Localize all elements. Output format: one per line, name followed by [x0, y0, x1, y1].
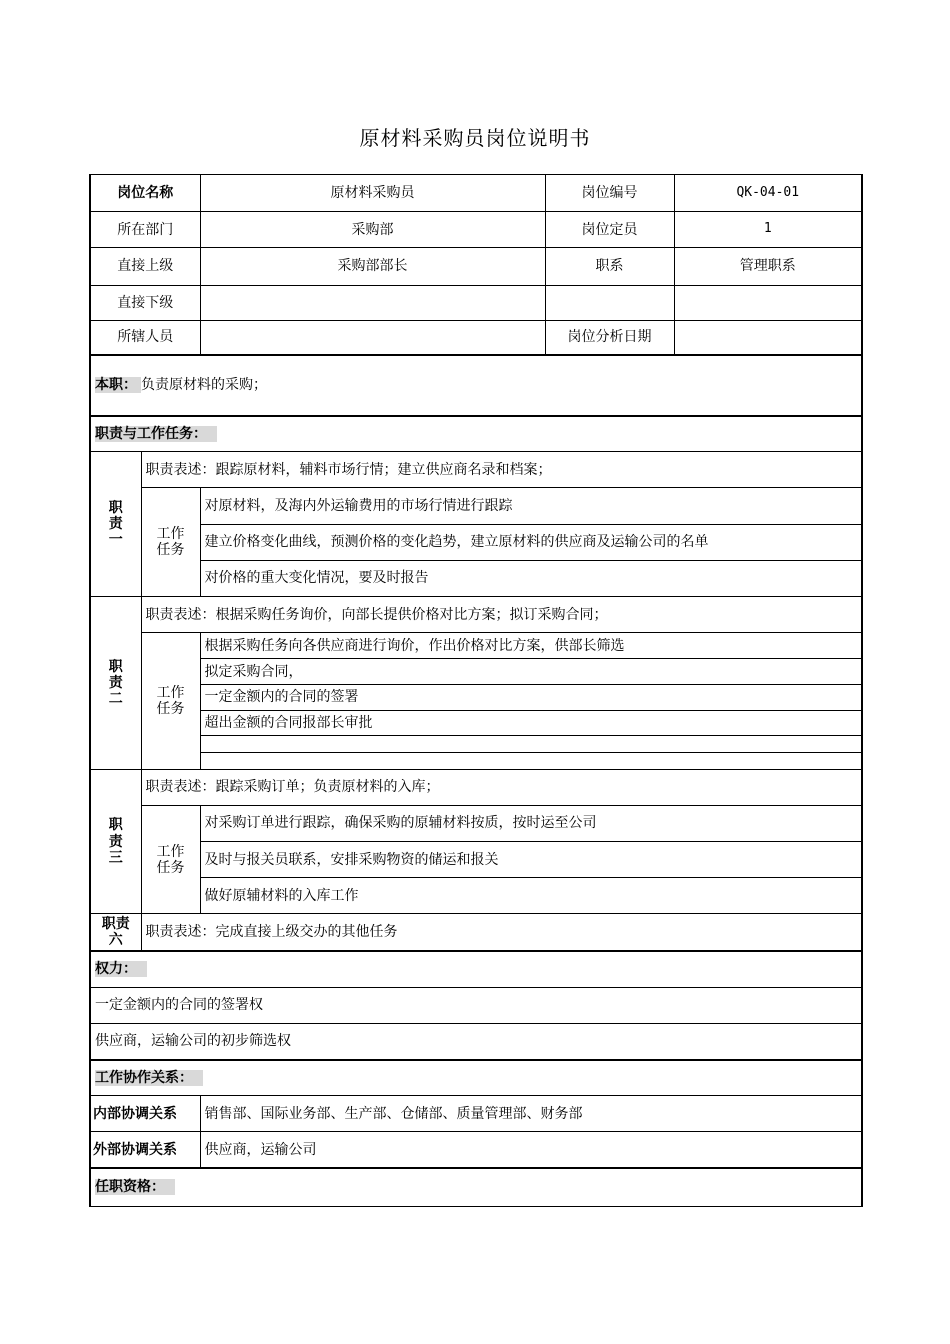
subordinate-value [200, 285, 545, 320]
duty-2-task-4: 超出金额的合同报部长审批 [200, 710, 862, 735]
empty-cell [674, 285, 862, 320]
external-relations-label: 外部协调关系 [90, 1132, 200, 1168]
core-duty-label: 本职： [95, 377, 141, 393]
analysis-date-value [674, 320, 862, 355]
managed-staff-value [200, 320, 545, 355]
department-label: 所在部门 [90, 212, 200, 248]
subordinate-label: 直接下级 [90, 285, 200, 320]
duty-3-task-label: 工作任务 [141, 805, 200, 914]
internal-relations-label: 内部协调关系 [90, 1096, 200, 1132]
duty-1-task-label: 工作任务 [141, 488, 200, 597]
core-duty-text: 负责原材料的采购； [141, 377, 267, 394]
duty-2-label: 职责二 [90, 596, 141, 769]
superior-label: 直接上级 [90, 248, 200, 285]
department-value: 采购部 [200, 212, 545, 248]
page-title: 原材料采购员岗位说明书 [359, 126, 591, 150]
authority-item-1: 一定金额内的合同的签署权 [90, 987, 862, 1023]
qualifications-header: 任职资格： [95, 1179, 175, 1195]
relations-header: 工作协作关系： [95, 1070, 203, 1086]
empty-cell [545, 285, 674, 320]
job-family-value: 管理职系 [674, 248, 862, 285]
superior-value: 采购部部长 [200, 248, 545, 285]
duty-6-description: 职责表述：完成直接上级交办的其他任务 [141, 914, 862, 951]
duty-2-task-6 [200, 752, 862, 769]
duty-2-task-2: 拟定采购合同， [200, 659, 862, 685]
duty-3-task-2: 及时与报关员联系，安排采购物资的储运和报关 [200, 842, 862, 878]
authority-header: 权力： [95, 961, 147, 977]
qualifications-header-cell [90, 1168, 862, 1206]
job-name-label: 岗位名称 [90, 175, 200, 212]
analysis-date-label: 岗位分析日期 [545, 320, 674, 355]
duty-1-task-1: 对原材料，及海内外运输费用的市场行情进行跟踪 [200, 488, 862, 524]
internal-relations-value: 销售部、国际业务部、生产部、仓储部、质量管理部、财务部 [200, 1096, 862, 1132]
job-code-value: QK-04-01 [674, 175, 862, 212]
relations-header-cell [90, 1060, 862, 1096]
external-relations-value: 供应商，运输公司 [200, 1132, 862, 1168]
duty-3-task-3: 做好原辅材料的入库工作 [200, 878, 862, 914]
responsibilities-header: 职责与工作任务： [95, 426, 217, 442]
duty-2-task-5 [200, 735, 862, 752]
headcount-label: 岗位定员 [545, 212, 674, 248]
authority-item-2: 供应商，运输公司的初步筛选权 [90, 1023, 862, 1059]
core-duty-cell [90, 355, 862, 415]
duty-3-task-1: 对采购订单进行跟踪，确保采购的原辅材料按质，按时运至公司 [200, 805, 862, 841]
duty-3-description: 职责表述：跟踪采购订单；负责原材料的入库； [141, 769, 862, 805]
job-name-value: 原材料采购员 [200, 175, 545, 212]
duty-1-description: 职责表述：跟踪原材料，辅料市场行情；建立供应商名录和档案； [141, 452, 862, 488]
duty-2-task-3: 一定金额内的合同的签署 [200, 685, 862, 710]
duty-2-task-1: 根据采购任务向各供应商进行询价，作出价格对比方案，供部长筛选 [200, 633, 862, 659]
duty-2-task-label: 工作任务 [141, 633, 200, 770]
authority-header-cell [90, 951, 862, 987]
responsibilities-header-cell [90, 416, 862, 452]
duty-2-description: 职责表述：根据采购任务询价，向部长提供价格对比方案；拟订采购合同； [141, 596, 862, 632]
duty-6-label: 职责六 [90, 914, 141, 951]
headcount-value: 1 [674, 212, 862, 248]
duty-1-label: 职责一 [90, 452, 141, 597]
job-family-label: 职系 [545, 248, 674, 285]
job-code-label: 岗位编号 [545, 175, 674, 212]
duty-1-task-2: 建立价格变化曲线，预测价格的变化趋势，建立原材料的供应商及运输公司的名单 [200, 524, 862, 560]
duty-1-task-3: 对价格的重大变化情况，要及时报告 [200, 560, 862, 596]
managed-staff-label: 所辖人员 [90, 320, 200, 355]
job-description-table [89, 174, 863, 1207]
duty-3-label: 职责三 [90, 769, 141, 914]
